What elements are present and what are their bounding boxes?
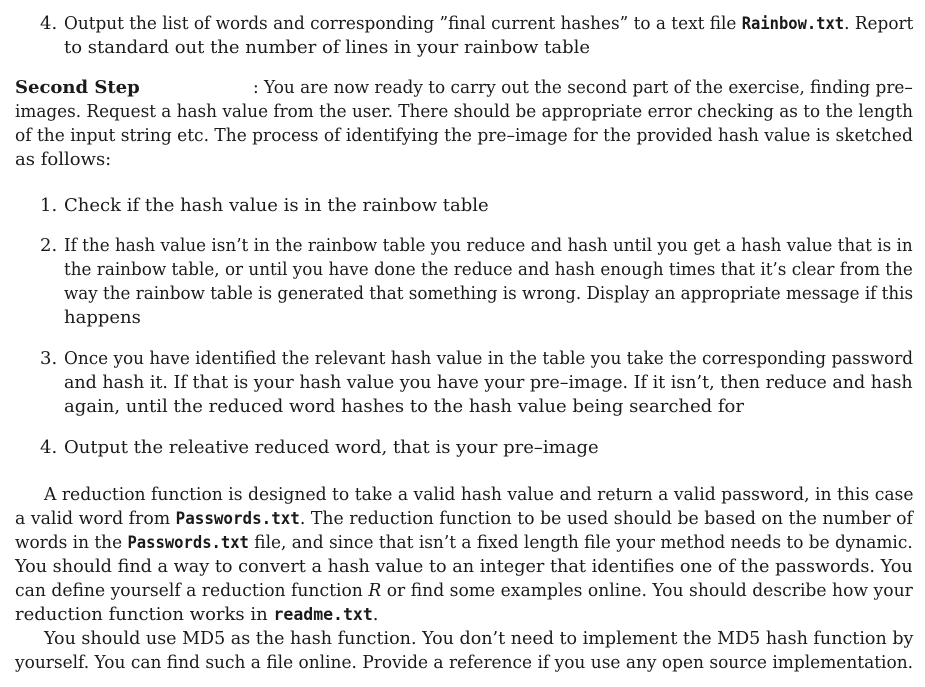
step-2-line-3: way the rainbow table is generated that something is wrong. Display an appropriate message if this <box>64 283 914 304</box>
reduction-line-3: words in the Passwords.txt file, and since that isn’t a fixed length file your method needs to be dynamic. <box>15 532 913 553</box>
second-step-line-4: as follows: <box>15 149 112 170</box>
readme-filename: readme.txt <box>273 605 373 624</box>
second-step-line-2: images. Request a hash value from the user. There should be appropriate error checking as to the length <box>15 101 913 122</box>
step-3-line-2: and hash it. If that is your hash value you have your pre–image. If it isn’t, then reduce and hash <box>64 372 913 393</box>
step-4-number: 4. <box>40 437 58 458</box>
step-4-line-1: Output the releative reduced word, that is your pre–image <box>64 437 599 458</box>
reduction-line-6: reduction function works in readme.txt. <box>15 604 379 625</box>
step-2-line-1: If the hash value isn’t in the rainbow table you reduce and hash until you get a hash value that is in <box>64 235 913 256</box>
step-1-number: 1. <box>40 195 58 216</box>
second-step-line-3: of the input string etc. The process of identifying the pre–image for the provided hash value is sketched <box>15 125 913 146</box>
reduction-line-4: You should find a way to convert a hash value to an integer that identifies one of the passwords. You <box>15 556 913 577</box>
step-3-number: 3. <box>40 348 58 369</box>
md5-line-2: yourself. You can find such a file online. Provide a reference if you use any open source implementation. <box>15 652 914 673</box>
step-1-line-1: Check if the hash value is in the rainbow table <box>64 195 489 216</box>
reduction-var-r: R <box>368 580 382 601</box>
reduction-line-2: a valid word from Passwords.txt. The reduction function to be used should be based on the number of <box>15 508 913 529</box>
rainbow-filename: Rainbow.txt <box>741 14 845 33</box>
step-3-line-1: Once you have identified the relevant hash value in the table you take the corresponding password <box>64 348 914 369</box>
second-step-line-1-text: : You are now ready to carry out the second part of the exercise, finding pre– <box>253 77 913 98</box>
top-item-number: 4. <box>40 13 58 34</box>
second-step-line-1 <box>15 76 140 100</box>
top-item-line-2: to standard out the number of lines in your rainbow table <box>64 37 591 58</box>
step-2-number: 2. <box>40 235 58 256</box>
passwords-filename-2: Passwords.txt <box>127 533 249 552</box>
step-3-line-3: again, until the reduced word hashes to the hash value being searched for <box>64 396 745 417</box>
step-2-line-2: the rainbow table, or until you have done the reduce and hash enough times that it’s clear from the <box>64 259 913 280</box>
reduction-line-5: can define yourself a reduction function R or find some examples online. You should describe how your <box>15 580 913 601</box>
md5-line-1: You should use MD5 as the hash function. You don’t need to implement the MD5 hash function by <box>44 628 914 649</box>
passwords-filename: Passwords.txt <box>175 509 300 528</box>
step-2-line-4: happens <box>64 307 141 328</box>
second-step-heading: Second Step <box>15 77 140 98</box>
top-item-line-1: Output the list of words and corresponding ”final current hashes” to a text file Rainbow.txt. Report <box>64 13 914 34</box>
reduction-line-1: A reduction function is designed to take a valid hash value and return a valid password, in this case <box>44 484 914 505</box>
